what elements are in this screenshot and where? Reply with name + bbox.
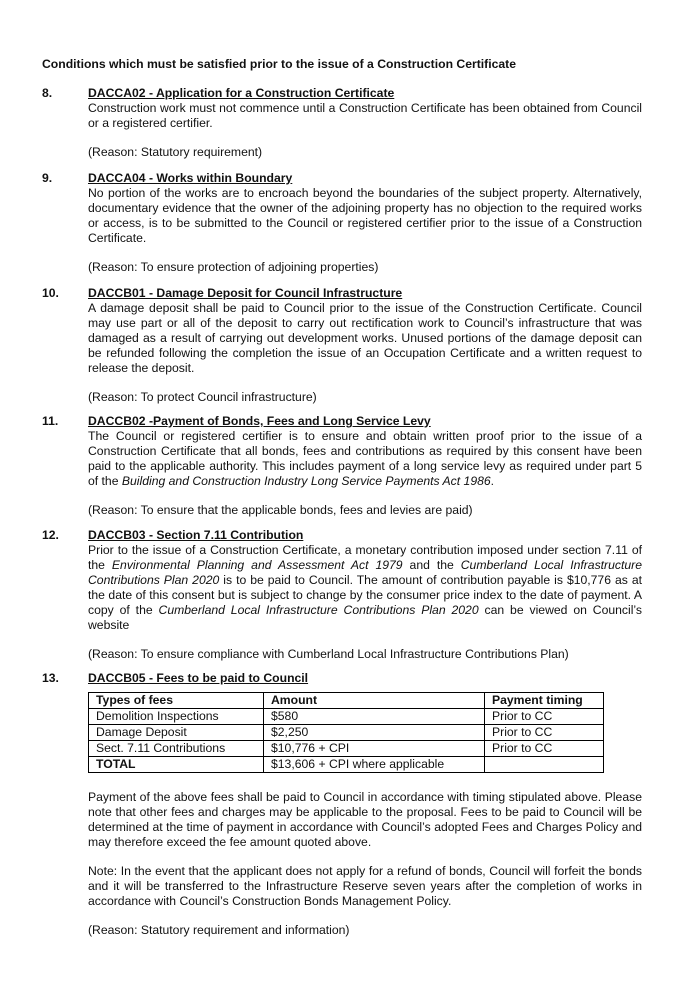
condition-text: Prior to the issue of a Construction Certificate, a monetary contribution imposed under section 7.11 of the Environmental Planning and Assessment Act 1979 and the Cumberland Local Infrastructure Contributions Plan 2020 is to be paid to Council. The amount of contribution payable is $10,776 as at the date of this consent but is subject to change by the consumer price index to the date of payment. A copy of the Cumberland Local Infrastructure Contributions Plan 2020 can be viewed on Council’s website: [88, 543, 642, 632]
condition-body: [88, 171, 642, 275]
table-row: [89, 725, 604, 741]
condition-reason: (Reason: To ensure protection of adjoining properties): [88, 260, 379, 274]
condition-number: 11.: [42, 414, 59, 428]
plan-name: Cumberland Local Infrastructure Contributions Plan 2020: [158, 603, 479, 617]
condition-number: 9.: [42, 171, 53, 185]
table-cell: Sect. 7.11 Contributions: [89, 741, 264, 757]
table-cell: Prior to CC: [485, 741, 604, 757]
table-cell: $13,606 + CPI where applicable: [264, 757, 485, 773]
table-header: Amount: [264, 693, 485, 709]
condition-text: The Council or registered certifier is to ensure and obtain written proof prior to the issue of a Construction Certificate that all bonds, fees and contributions as required by this consent have been paid to the applicable authority. This includes payment of a long service levy as required under part 5 of the Building and Construction Industry Long Service Payments Act 1986.: [88, 429, 642, 488]
table-row: [89, 709, 604, 725]
table-cell: Prior to CC: [485, 709, 604, 725]
table-header: Types of fees: [89, 693, 264, 709]
condition-reason: (Reason: Statutory requirement): [88, 145, 263, 159]
condition-reason: (Reason: Statutory requirement and information): [88, 923, 350, 937]
condition-number: 12.: [42, 528, 59, 542]
table-cell: $580: [264, 709, 485, 725]
condition-title: DACCB03 - Section 7.11 Contribution: [88, 528, 304, 542]
act-name: Building and Construction Industry Long Service Payments Act 1986: [121, 474, 491, 488]
condition-title: DACCA02 - Application for a Construction Certificate: [88, 86, 395, 100]
condition-title: DACCB05 - Fees to be paid to Council: [88, 671, 309, 685]
plan-name: Cumberland Local Infrastructure Contributions Plan 2020: [88, 558, 642, 587]
condition-title: DACCA04 - Works within Boundary: [88, 171, 293, 185]
fees-table: [88, 692, 604, 773]
table-cell: Demolition Inspections: [89, 709, 264, 725]
condition-reason: (Reason: To ensure compliance with Cumberland Local Infrastructure Contributions Plan): [88, 647, 569, 661]
condition-body: [88, 528, 642, 662]
condition-text: A damage deposit shall be paid to Council prior to the issue of the Construction Certificate. Council may use part or all of the deposit to carry out rectification work to Council’s infrastructure that was damaged as a result of carrying out development works. Unused portions of the damage deposit can be refunded following the completion the issue of an Occupation Certificate and a written request to release the deposit.: [88, 301, 642, 375]
condition-title: DACCB02 -Payment of Bonds, Fees and Long Service Levy: [88, 414, 431, 428]
table-total-row: [89, 757, 604, 773]
condition-body: [88, 671, 642, 938]
table-cell: Prior to CC: [485, 725, 604, 741]
condition-body: [88, 86, 642, 160]
condition-title: DACCB01 - Damage Deposit for Council Infrastructure: [88, 286, 403, 300]
table-cell: [485, 757, 604, 773]
table-cell: Damage Deposit: [89, 725, 264, 741]
condition-body: [88, 286, 642, 405]
act-name: Environmental Planning and Assessment Act 1979: [111, 558, 403, 572]
condition-number: 10.: [42, 286, 59, 300]
condition-reason: (Reason: To ensure that the applicable bonds, fees and levies are paid): [88, 503, 473, 517]
table-row: [89, 741, 604, 757]
fees-paragraph: Payment of the above fees shall be paid to Council in accordance with timing stipulated above. Please note that other fees and charges may be applicable to the proposal. Fees to be paid to Council will be determined at the time of payment in accordance with Council’s adopted Fees and Charges Policy and may therefore exceed the fee amount quoted above.: [88, 790, 642, 849]
table-cell: TOTAL: [89, 757, 264, 773]
table-header-row: [89, 693, 604, 709]
condition-number: 8.: [42, 86, 53, 100]
table-cell: $2,250: [264, 725, 485, 741]
condition-text: Construction work must not commence until a Construction Certificate has been obtained from Council or a registered certifier.: [88, 101, 642, 130]
section-heading: Conditions which must be satisfied prior to the issue of a Construction Certificate: [42, 57, 517, 71]
condition-body: [88, 414, 642, 518]
condition-number: 13.: [42, 671, 59, 685]
table-cell: $10,776 + CPI: [264, 741, 485, 757]
condition-text: No portion of the works are to encroach beyond the boundaries of the subject property. Alternatively, documentary evidence that the owner of the adjoining property has no objection to the required works or access, is to be submitted to the Council or registered certifier prior to the issue of a Construction Certificate.: [88, 186, 642, 245]
bonds-note: Note: In the event that the applicant does not apply for a refund of bonds, Council will forfeit the bonds and it will be transferred to the Infrastructure Reserve seven years after the completion of works in accordance with Council’s Construction Bonds Management Policy.: [88, 864, 642, 908]
table-header: Payment timing: [485, 693, 604, 709]
condition-reason: (Reason: To protect Council infrastructure): [88, 390, 317, 404]
